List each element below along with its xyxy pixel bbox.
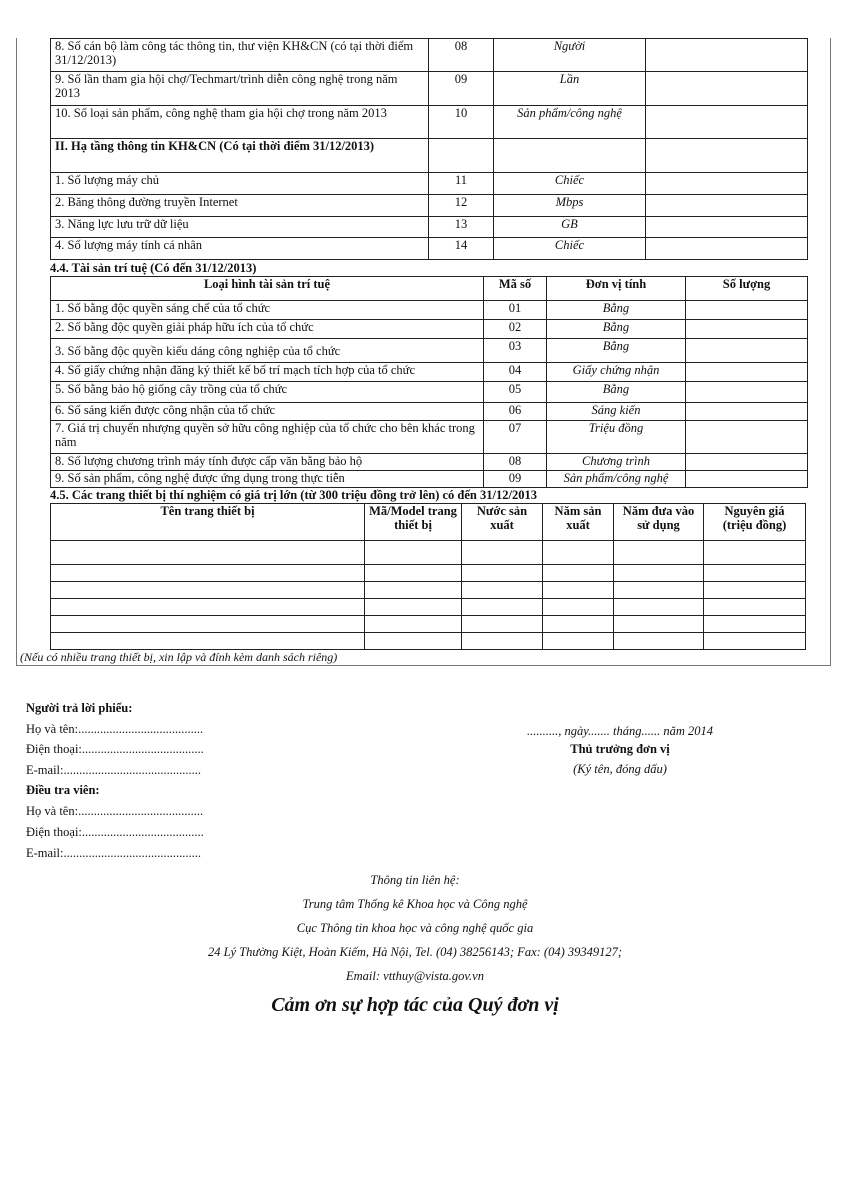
row-unit: GB — [494, 217, 646, 238]
signature-title: Thủ trưởng đơn vị — [570, 742, 670, 756]
column-header: Năm đưa vào sử dụng — [614, 504, 704, 541]
table-row — [51, 339, 808, 363]
column-header: Tên trang thiết bị — [51, 504, 365, 541]
table-header-row — [51, 277, 808, 301]
column-header: Mã số — [484, 277, 547, 301]
row-label: 4. Số giấy chứng nhận đăng ký thiết kế bố trí mạch tích hợp của tổ chức — [51, 363, 484, 382]
row-value-cell[interactable] — [646, 106, 808, 139]
row-unit: Giấy chứng nhận — [547, 363, 686, 382]
signature-sub: (Ký tên, đóng dấu) — [573, 762, 667, 776]
table-row — [51, 238, 808, 260]
row-unit: Chương trình — [547, 454, 686, 471]
row-label: 7. Giá trị chuyển nhượng quyền sở hữu công nghiệp của tổ chức cho bên khác trong năm — [51, 421, 484, 454]
row-value-cell[interactable] — [686, 421, 808, 454]
column-header: Loại hình tài sản trí tuệ — [51, 277, 484, 301]
equipment-note: (Nếu có nhiều trang thiết bị, xin lập và đính kèm danh sách riêng) — [20, 650, 338, 664]
table-row[interactable] — [51, 616, 806, 633]
row-code: 01 — [484, 301, 547, 320]
row-unit: Sản phẩm/công nghệ — [547, 471, 686, 488]
row-value-cell[interactable] — [686, 363, 808, 382]
column-header: Mã/Model trang thiết bị — [365, 504, 462, 541]
contact-line-2: Cục Thông tin khoa học và công nghệ quốc gia — [296, 921, 534, 935]
row-code: 02 — [484, 320, 547, 339]
table-row — [51, 106, 808, 139]
row-label: 8. Số cán bộ làm công tác thông tin, thư viện KH&CN (có tại thời điểm 31/12/2013) — [51, 39, 429, 72]
table-row[interactable] — [51, 565, 806, 582]
table-row — [51, 173, 808, 195]
table-row — [51, 421, 808, 454]
table-row — [51, 301, 808, 320]
row-code: 14 — [429, 238, 494, 260]
row-label: 4. Số lượng máy tính cá nhân — [51, 238, 429, 260]
surveyor-email-field[interactable]: E-mail:............................................ — [26, 846, 201, 860]
thank-you-text: Cảm ơn sự hợp tác của Quý đơn vị — [271, 994, 559, 1016]
row-label: 5. Số bằng bảo hộ giống cây trồng của tổ chức — [51, 382, 484, 403]
row-value-cell[interactable] — [646, 39, 808, 72]
row-value-cell[interactable] — [686, 382, 808, 403]
equipment-table — [50, 503, 806, 650]
row-value-cell[interactable] — [686, 471, 808, 488]
respondent-phone-field[interactable]: Điện thoại:....................................... — [26, 742, 204, 756]
row-value-cell[interactable] — [646, 72, 808, 106]
row-label: 9. Số lần tham gia hội chợ/Techmart/trình diễn công nghệ trong năm 2013 — [51, 72, 429, 106]
table-row — [51, 363, 808, 382]
row-value-cell[interactable] — [686, 320, 808, 339]
row-value-cell[interactable] — [646, 238, 808, 260]
table-row — [51, 454, 808, 471]
row-value-cell[interactable] — [646, 173, 808, 195]
row-label: 2. Số bằng độc quyền giải pháp hữu ích của tổ chức — [51, 320, 484, 339]
row-code: 11 — [429, 173, 494, 195]
table-row — [51, 382, 808, 403]
section-heading: II. Hạ tầng thông tin KH&CN (Có tại thời điểm 31/12/2013) — [51, 139, 429, 173]
table-row — [51, 139, 808, 173]
row-value-cell[interactable] — [686, 301, 808, 320]
signature-date: .........., ngày....... tháng...... năm 2014 — [526, 724, 714, 738]
row-unit: Mbps — [494, 195, 646, 217]
row-value-cell[interactable] — [686, 339, 808, 363]
ip-table — [50, 276, 808, 488]
row-unit: Triệu đồng — [547, 421, 686, 454]
table-header-row — [51, 504, 806, 541]
row-label: 6. Số sáng kiến được công nhận của tổ chức — [51, 403, 484, 421]
row-code: 09 — [429, 72, 494, 106]
row-label: 1. Số lượng máy chủ — [51, 173, 429, 195]
row-code: 08 — [484, 454, 547, 471]
info-table — [50, 38, 808, 260]
row-unit: Bằng — [547, 301, 686, 320]
respondent-title: Người trả lời phiếu: — [26, 701, 133, 715]
surveyor-phone-field[interactable]: Điện thoại:....................................... — [26, 825, 204, 839]
row-code: 05 — [484, 382, 547, 403]
table-row — [51, 217, 808, 238]
table-row — [51, 403, 808, 421]
row-unit: Lần — [494, 72, 646, 106]
row-unit: Sáng kiến — [547, 403, 686, 421]
row-label: 1. Số bằng độc quyền sáng chế của tổ chức — [51, 301, 484, 320]
table-row — [51, 39, 808, 72]
surveyor-name-field[interactable]: Họ và tên:........................................ — [26, 804, 204, 818]
row-label: 8. Số lượng chương trình máy tính được cấp văn bằng bảo hộ — [51, 454, 484, 471]
table-row — [51, 320, 808, 339]
contact-heading: Thông tin liên hệ: — [370, 873, 460, 887]
row-code: 06 — [484, 403, 547, 421]
row-code: 04 — [484, 363, 547, 382]
contact-email: Email: vtthuy@vista.gov.vn — [346, 969, 484, 983]
contact-line-1: Trung tâm Thống kê Khoa học và Công nghệ — [302, 897, 528, 911]
section-title-equipment: 4.5. Các trang thiết bị thí nghiệm có giá trị lớn (từ 300 triệu đồng trở lên) có đến 31/12/2013 — [50, 488, 537, 502]
row-code: 09 — [484, 471, 547, 488]
table-row[interactable] — [51, 599, 806, 616]
surveyor-title: Điều tra viên: — [26, 783, 100, 797]
row-label: 3. Số bằng độc quyền kiểu dáng công nghiệp của tổ chức — [51, 339, 484, 363]
contact-line-3: 24 Lý Thường Kiệt, Hoàn Kiếm, Hà Nội, Tel. (04) 38256143; Fax: (04) 39349127; — [207, 945, 623, 959]
row-code: 07 — [484, 421, 547, 454]
table-row[interactable] — [51, 633, 806, 650]
row-unit: Bằng — [547, 320, 686, 339]
table-row — [51, 195, 808, 217]
row-unit: Chiếc — [494, 173, 646, 195]
row-value-cell[interactable] — [686, 403, 808, 421]
table-row[interactable] — [51, 541, 806, 565]
row-unit: Chiếc — [494, 238, 646, 260]
column-header: Nguyên giá (triệu đồng) — [704, 504, 806, 541]
column-header: Nước sản xuất — [462, 504, 543, 541]
column-header: Số lượng — [686, 277, 808, 301]
column-header: Năm sản xuất — [543, 504, 614, 541]
row-code: 03 — [484, 339, 547, 363]
row-label: 2. Băng thông đường truyền Internet — [51, 195, 429, 217]
row-label: 9. Số sản phẩm, công nghệ được ứng dụng trong thực tiễn — [51, 471, 484, 488]
row-code: 13 — [429, 217, 494, 238]
section-title-ip: 4.4. Tài sản trí tuệ (Có đến 31/12/2013) — [50, 261, 257, 275]
row-value-cell[interactable] — [646, 195, 808, 217]
table-row[interactable] — [51, 582, 806, 599]
table-row — [51, 72, 808, 106]
respondent-email-field[interactable]: E-mail:............................................ — [26, 763, 201, 777]
row-code: 10 — [429, 106, 494, 139]
row-code: 12 — [429, 195, 494, 217]
row-unit: Bằng — [547, 382, 686, 403]
column-header: Đơn vị tính — [547, 277, 686, 301]
row-value-cell[interactable] — [686, 454, 808, 471]
row-code: 08 — [429, 39, 494, 72]
row-label: 10. Số loại sản phẩm, công nghệ tham gia hội chợ trong năm 2013 — [51, 106, 429, 139]
respondent-name-field[interactable]: Họ và tên:........................................ — [26, 722, 204, 736]
row-unit: Người — [494, 39, 646, 72]
row-unit: Sản phẩm/công nghệ — [494, 106, 646, 139]
row-label: 3. Năng lực lưu trữ dữ liệu — [51, 217, 429, 238]
table-row — [51, 471, 808, 488]
row-unit: Bằng — [547, 339, 686, 363]
row-value-cell[interactable] — [646, 217, 808, 238]
